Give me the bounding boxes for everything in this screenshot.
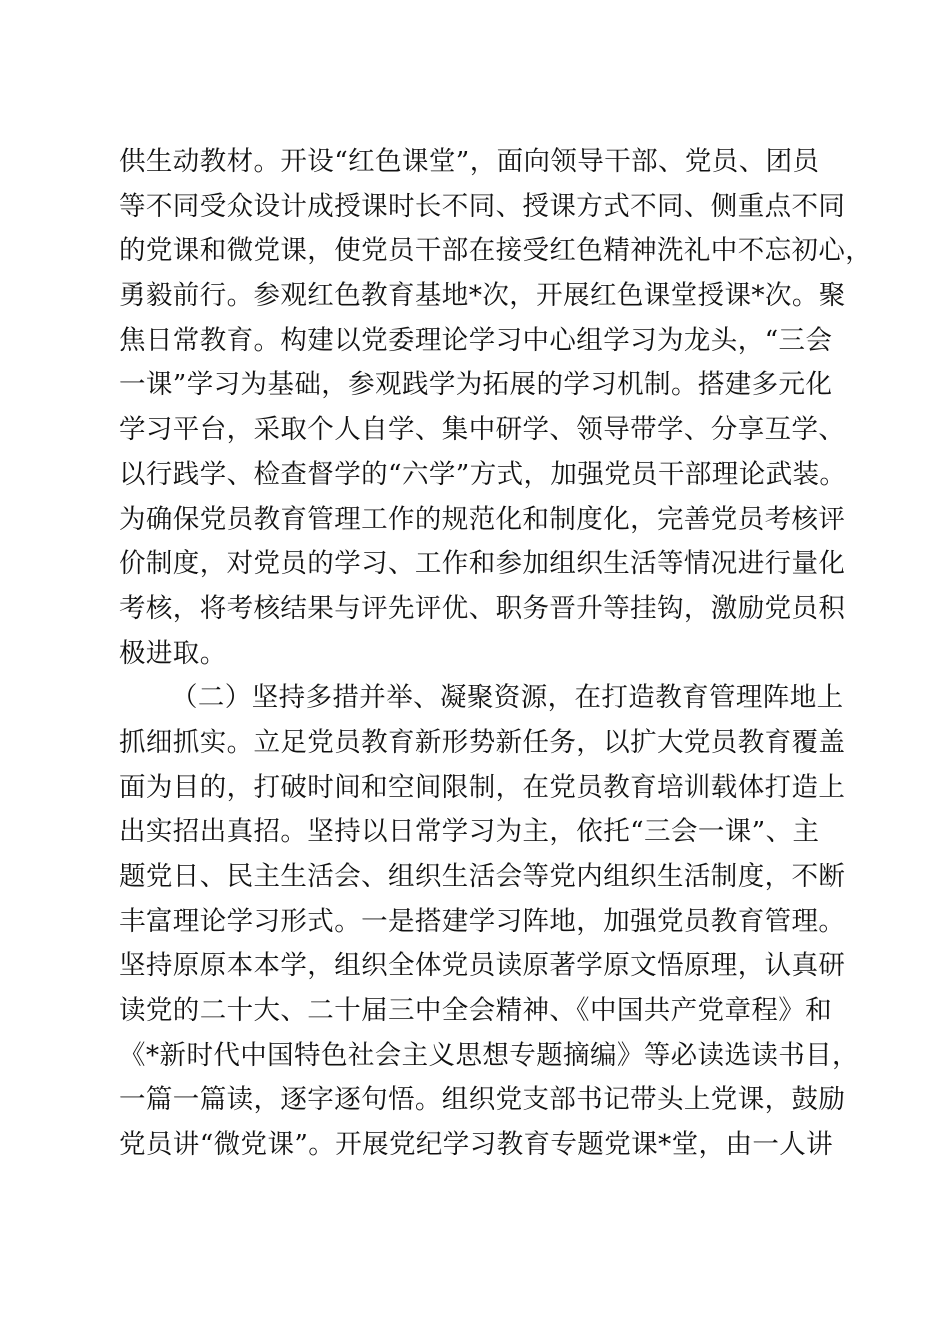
text-line: 的党课和微党课，使党员干部在接受红色精神洗礼中不忘初心，: [119, 235, 873, 267]
text-line: 等不同受众设计成授课时长不同、授课方式不同、侧重点不同: [119, 190, 846, 222]
text-line: 供生动教材。开设“红色课堂”，面向领导干部、党员、团员: [119, 146, 820, 177]
text-line: 面为目的，打破时间和空间限制，在党员教育培训载体打造上: [119, 771, 846, 803]
text-line: 题党日、民主生活会、组织生活会等党内组织生活制度，不断: [119, 861, 846, 892]
document-body: [119, 140, 873, 1168]
section-heading-line: （二）坚持多措并举、凝聚资源，在打造教育管理阵地上: [171, 682, 844, 714]
text-line: 《*新时代中国特色社会主义思想专题摘编》等必读选读书目，: [119, 1039, 859, 1071]
text-line: 党员讲“微党课”。开展党纪学习教育专题党课*堂，由一人讲: [119, 1129, 834, 1161]
text-line: 极进取。: [119, 637, 227, 669]
text-line: 出实招出真招。坚持以日常学习为主，依托“三会一课”、主: [119, 816, 820, 848]
text-line: 价制度，对党员的学习、工作和参加组织生活等情况进行量化: [119, 548, 846, 580]
paragraph-2: [119, 676, 859, 1168]
text-line: 一课”学习为基础，参观践学为拓展的学习机制。搭建多元化: [119, 369, 833, 401]
text-line: 以行践学、检查督学的“六学”方式，加强党员干部理论武装。: [119, 458, 847, 490]
text-line: 一篇一篇读，逐字逐句悟。组织党支部书记带头上党课，鼓励: [119, 1084, 846, 1116]
text-line: 坚持原原本本学，组织全体党员读原著学原文悟原理，认真研: [119, 950, 846, 982]
text-line: 焦日常教育。构建以党委理论学习中心组学习为龙头，“三会: [119, 324, 833, 356]
text-line: 学习平台，采取个人自学、集中研学、领导带学、分享互学、: [119, 414, 846, 446]
text-line: 勇毅前行。参观红色教育基地*次，开展红色课堂授课*次。聚: [119, 280, 846, 312]
text-line: 为确保党员教育管理工作的规范化和制度化，完善党员考核评: [119, 503, 846, 535]
text-line: 抓细抓实。立足党员教育新形势新任务，以扩大党员教育覆盖: [119, 726, 846, 758]
text-line: 丰富理论学习形式。一是搭建学习阵地，加强党员教育管理。: [119, 905, 846, 937]
paragraph-1: [119, 140, 873, 676]
text-line: 考核，将考核结果与评先评优、职务晋升等挂钩，激励党员积: [119, 592, 846, 624]
text-line: 读党的二十大、二十届三中全会精神、《中国共产党章程》和: [119, 995, 833, 1027]
